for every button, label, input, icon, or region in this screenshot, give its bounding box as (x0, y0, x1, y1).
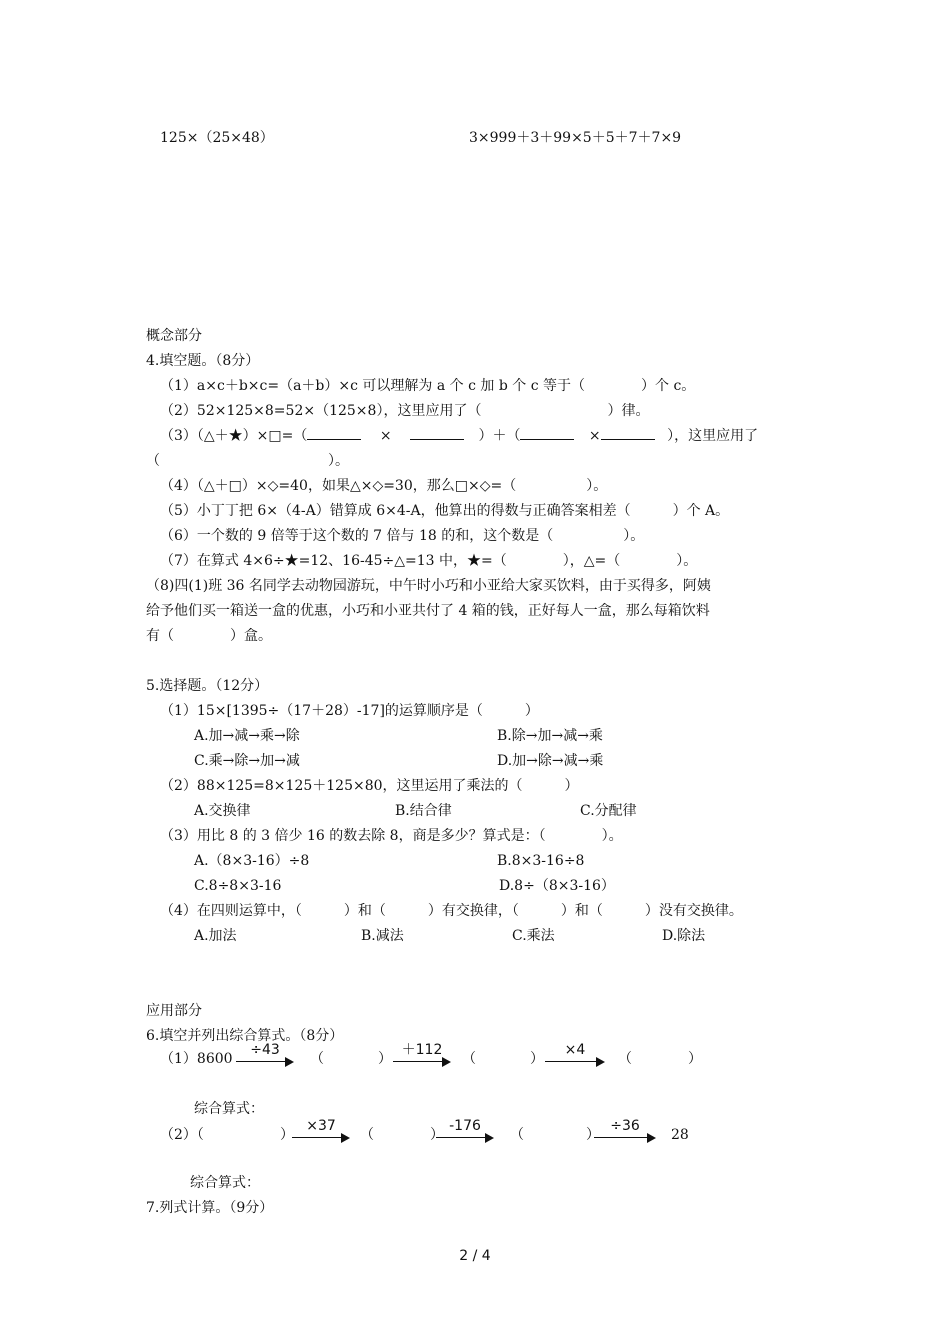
question-4-3-start: （3）（△＋★）×□=（ (160, 428, 308, 444)
section-heading-application: 应用部分 (146, 1003, 202, 1019)
paren-open: （ (462, 1051, 476, 1067)
option-5-4-c[interactable]: C.乘法 (512, 928, 555, 944)
answer-blank[interactable] (601, 427, 655, 440)
arrow-head-icon (596, 1057, 605, 1067)
arrow-head-icon (485, 1133, 494, 1143)
summary-label: 综合算式： (194, 1101, 264, 1117)
question-6-1-start: （1）8600 (160, 1051, 233, 1067)
question-6-title: 6.填空并列出综合算式。（8分） (146, 1028, 344, 1044)
paren-open: （ (510, 1127, 524, 1143)
paren-close: ） (530, 1051, 544, 1067)
option-5-1-d[interactable]: D.加→除→减→乘 (497, 753, 604, 769)
option-5-3-a[interactable]: A.（8×3-16）÷8 (194, 853, 310, 869)
question-5-3: （3）用比 8 的 3 倍少 16 的数去除 8，商是多少？算式是：（ ）。 (160, 828, 623, 844)
arrow-head-icon (341, 1133, 350, 1143)
question-4-8-line-1: （8)四(1)班 36 名同学去动物园游玩，中午时小巧和小亚给大家买饮料，由于买得多，阿姨 (146, 578, 711, 594)
option-5-1-a[interactable]: A.加→减→乘→除 (194, 728, 300, 744)
question-6-2-start: （2）（ (160, 1127, 204, 1143)
arrow-label: ×4 (564, 1042, 586, 1058)
question-5-title: 5.选择题。（12分） (146, 678, 269, 694)
option-5-3-d[interactable]: D.8÷（8×3-16） (499, 878, 615, 894)
question-4-3-line-2: （ ）。 (146, 453, 349, 469)
question-4-8-line-3: 有（ ）盒。 (146, 628, 272, 644)
times-sign: × (379, 428, 392, 444)
answer-blank[interactable] (410, 427, 464, 440)
arrow-head-icon (442, 1057, 451, 1067)
question-4-1: （1）a×c＋b×c=（a＋b）×c 可以理解为 a 个 c 加 b 个 c 等于（ ）个 c。 (160, 378, 696, 394)
flow-arrow (393, 1042, 451, 1068)
option-5-2-c[interactable]: C.分配律 (580, 803, 637, 819)
question-5-2: （2）88×125=8×125＋125×80，这里运用了乘法的（ ） (160, 778, 579, 794)
question-4-7: （7）在算式 4×6÷★=12、16-45÷△=13 中，★=（ ），△=（ ）。 (160, 553, 698, 569)
question-5-4: （4）在四则运算中，（ ）和（ ）有交换律，（ ）和（ ）没有交换律。 (160, 903, 743, 919)
arrow-head-icon (647, 1133, 656, 1143)
question-4-6: （6）一个数的 9 倍等于这个数的 7 倍与 18 的和，这个数是（ ）。 (160, 528, 645, 544)
expression-1: 125×（25×48） (160, 130, 274, 146)
question-4-3-tail: ），这里应用了 (667, 428, 759, 444)
arrow-label: ＋112 (401, 1042, 443, 1058)
arrow-label: -176 (449, 1118, 481, 1134)
paren-open: （ (360, 1127, 374, 1143)
paren-close: ） (280, 1127, 294, 1143)
question-4-8-line-2: 给予他们买一箱送一盒的优惠，小巧和小亚共付了 4 箱的钱，正好每人一盒，那么每箱饮料 (146, 603, 710, 619)
question-5-1: （1）15×[1395÷（17＋28）-17]的运算顺序是（ ） (160, 703, 539, 719)
question-4-title: 4.填空题。（8分） (146, 353, 260, 369)
question-4-3 (160, 426, 758, 446)
arrow-label: ÷36 (610, 1118, 640, 1134)
flow-arrow (436, 1118, 494, 1144)
flow-arrow (236, 1042, 294, 1068)
answer-blank[interactable] (307, 427, 361, 440)
option-5-4-a[interactable]: A.加法 (194, 928, 237, 944)
option-5-2-a[interactable]: A.交换律 (194, 803, 251, 819)
arrow-head-icon (285, 1057, 294, 1067)
flow-arrow (594, 1118, 656, 1144)
paren-plus: ）＋（ (478, 428, 521, 444)
flow-arrow (292, 1118, 350, 1144)
option-5-1-b[interactable]: B.除→加→减→乘 (497, 728, 603, 744)
arrow-label: ×37 (306, 1118, 336, 1134)
expression-2: 3×999＋3＋99×5＋5＋7＋7×9 (469, 130, 682, 146)
option-5-4-b[interactable]: B.减法 (361, 928, 404, 944)
paren-close: ） (586, 1127, 600, 1143)
option-5-2-b[interactable]: B.结合律 (395, 803, 452, 819)
answer-blank[interactable] (520, 427, 574, 440)
result-value: 28 (671, 1127, 689, 1143)
paren-close: ） (688, 1051, 702, 1067)
question-7-title: 7.列式计算。（9分） (146, 1200, 274, 1216)
question-4-4: （4）（△＋□）×◇=40，如果△×◇=30，那么□×◇=（ ）。 (160, 478, 608, 494)
option-5-1-c[interactable]: C.乘→除→加→减 (194, 753, 300, 769)
paren-open: （ (310, 1051, 324, 1067)
paren-close: ） (430, 1127, 444, 1143)
page-number: 2 / 4 (459, 1248, 491, 1264)
option-5-3-b[interactable]: B.8×3-16÷8 (497, 853, 585, 869)
paren-open: （ (618, 1051, 632, 1067)
paren-close: ） (378, 1051, 392, 1067)
section-heading-concept: 概念部分 (146, 328, 202, 344)
option-5-3-c[interactable]: C.8÷8×3-16 (194, 878, 282, 894)
question-4-5: （5）小丁丁把 6×（4-A）错算成 6×4-A，他算出的得数与正确答案相差（ ）个 A。 (160, 503, 730, 519)
arrow-label: ÷43 (250, 1042, 280, 1058)
flow-arrow (545, 1042, 605, 1068)
question-4-2: （2）52×125×8=52×（125×8），这里应用了（ ）律。 (160, 403, 650, 419)
option-5-4-d[interactable]: D.除法 (662, 928, 706, 944)
summary-label: 综合算式： (190, 1175, 260, 1191)
times-sign: × (588, 428, 601, 444)
